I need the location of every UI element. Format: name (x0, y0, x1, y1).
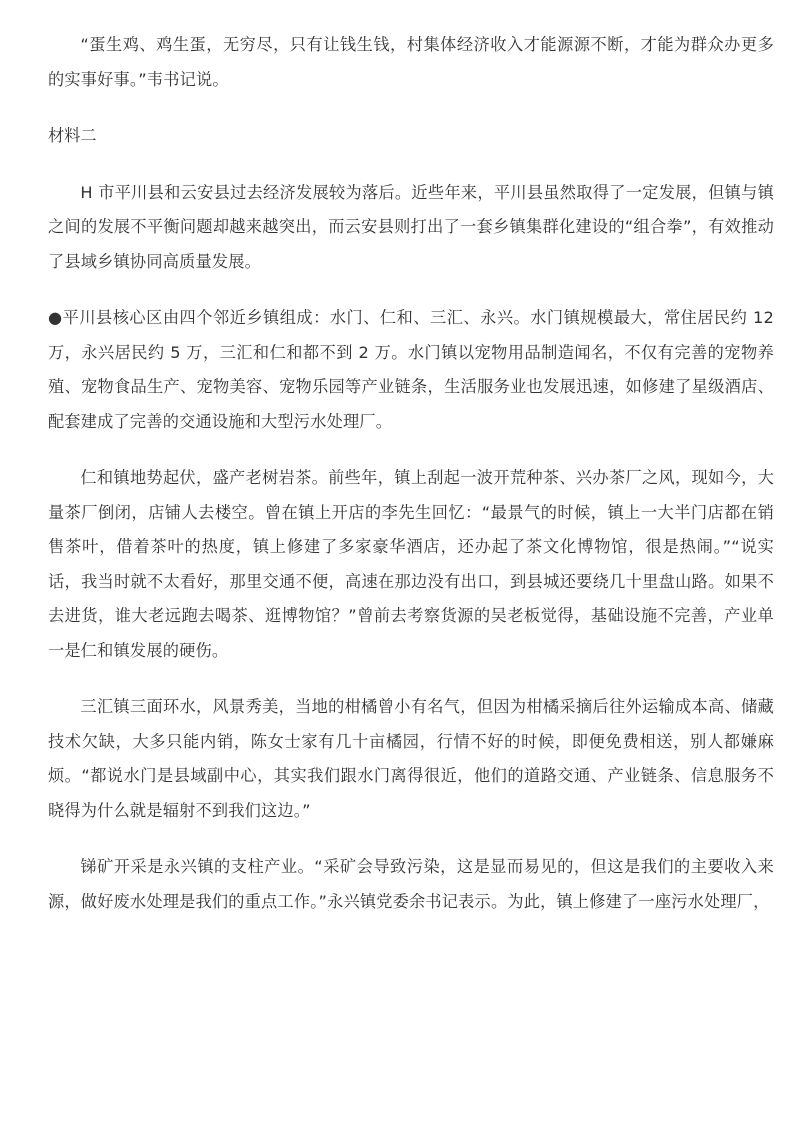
document-page (48, 28, 774, 941)
paragraph-renhe: 仁和镇地势起伏，盛产老树岩茶。前些年，镇上刮起一波开荒种茶、兴办茶厂之风，现如今，大量茶厂倒闭，店铺人去楼空。曾在镇上开店的李先生回忆：“最景气的时候，镇上一大半门店都在销售茶叶，借着茶叶的热度，镇上修建了多家豪华酒店，还办起了茶文化博物馆，很是热闹。”“说实话，我当时就不太看好，那里交通不便，高速在那边没有出口，到县城还要绕几十里盘山路。如果不去进货，谁大老远跑去喝茶、逛博物馆？”曾前去考察货源的吴老板觉得，基础设施不完善，产业单一是仁和镇发展的硬伤。 (48, 468, 774, 660)
paragraph-quote-wei: “蛋生鸡、鸡生蛋，无穷尽，只有让钱生钱，村集体经济收入才能源源不断，才能为群众办更多的实事好事。”韦书记说。 (48, 35, 774, 89)
paragraph-yongxing: 锑矿开采是永兴镇的支柱产业。“采矿会导致污染，这是显而易见的，但这是我们的主要收入来源，做好废水处理是我们的重点工作。”永兴镇党委余书记表示。为此，镇上修建了一座污水处理厂， (48, 857, 774, 911)
paragraph-sanhui: 三汇镇三面环水，风景秀美，当地的柑橘曾小有名气，但因为柑橘采摘后往外运输成本高、储藏技术欠缺，大多只能内销，陈女士家有几十亩橘园，行情不好的时候，即便免费相送，别人都嫌麻烦。“都说水门是县域副中心，其实我们跟水门离得很近，他们的道路交通、产业链条、信息服务不晓得为什么就是辐射不到我们这边。” (48, 697, 774, 820)
paragraph-intro: H 市平川县和云安县过去经济发展较为落后。近些年来，平川县虽然取得了一定发展，但镇与镇之间的发展不平衡问题却越来越突出，而云安县则打出了一套乡镇集群化建设的“组合拳”，有效推动了县域乡镇协同高质量发展。 (48, 182, 774, 271)
paragraph-pingchuan-core: ●平川县核心区由四个邻近乡镇组成：水门、仁和、三汇、永兴。水门镇规模最大，常住居民约 12 万，永兴居民约 5 万，三汇和仁和都不到 2 万。水门镇以宠物用品制造闻名，不仅有完善的宠物养殖、宠物食品生产、宠物美容、宠物乐园等产业链条，生活服务业也发展迅速，如修建了星级酒店、配套建成了完善的交通设施和大型污水处理厂。 (48, 308, 774, 431)
section-heading-material-two: 材料二 (48, 126, 97, 145)
